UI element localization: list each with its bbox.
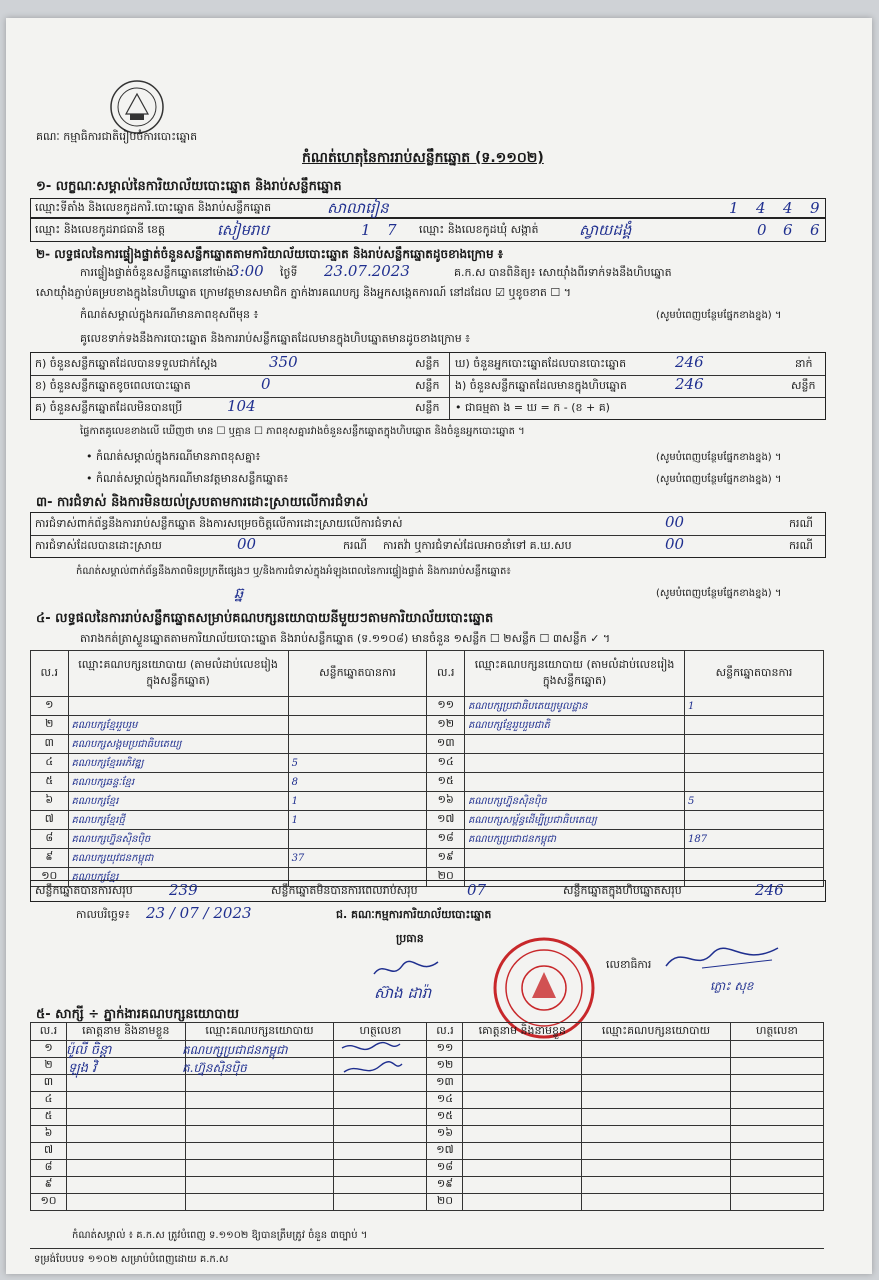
vote-count	[288, 697, 427, 716]
s2-note-label: កំណត់សម្គាល់ក្នុងករណីមានភាពខុសពីមុន ៖	[80, 308, 259, 321]
totals-row	[30, 880, 826, 902]
witness-party	[582, 1126, 731, 1143]
party-name	[465, 849, 685, 868]
row-no: ៦	[31, 792, 69, 811]
witness-party	[582, 1177, 731, 1194]
witness-sign	[334, 1092, 427, 1109]
col-votes: សន្លឹកឆ្នោតបានការ	[685, 651, 824, 697]
witness-name	[67, 1194, 186, 1211]
row-no: ១៣	[427, 1075, 463, 1092]
s2-date: 23.07.2023	[324, 262, 410, 280]
witness-sign	[334, 1177, 427, 1194]
table-row	[31, 1126, 824, 1143]
witness-sign	[730, 1092, 823, 1109]
formula: • ជាធម្មតា ង = ឃ = ក - (ខ + គ)	[455, 401, 610, 414]
digit: 0	[757, 221, 767, 239]
witness-name	[67, 1109, 186, 1126]
row-no: ១	[31, 697, 69, 716]
party-name	[465, 754, 685, 773]
case-unit: ករណី	[789, 517, 813, 530]
witness-name	[67, 1177, 186, 1194]
row-no: ១២	[427, 716, 465, 735]
row-no: ១៧	[427, 1143, 463, 1160]
form-title: កំណត់ហេតុនៃការរាប់សន្លឹកឆ្នោត (ទ.១១០២)	[302, 150, 544, 166]
digit: 1	[729, 199, 739, 217]
witness-party	[582, 1058, 731, 1075]
party-name	[465, 773, 685, 792]
witness-sign	[334, 1143, 427, 1160]
s3-r1-value: 00	[665, 513, 685, 531]
row-no: ១០	[31, 1194, 67, 1211]
s3-r3-label: ការតវ៉ា ឬការជំទាស់ដែលអាចនាំទៅ គ.ឃ.សប	[383, 539, 572, 552]
s2-bullet1: • កំណត់សម្គាល់ក្នុងករណីមានភាពខុសគ្នា៖	[86, 450, 261, 463]
s1-row1-value: សាលារៀន	[327, 199, 389, 217]
row-no: ៨	[31, 830, 69, 849]
witness-party	[185, 1109, 334, 1126]
row-no: ១៤	[427, 754, 465, 773]
party-name: គណបក្សឆន្ទៈខ្មែរ	[68, 773, 288, 792]
col-no: ល.រ	[427, 651, 465, 697]
party-name: គណបក្សហ្វ៊ុនស៊ិនប៉ិច	[68, 830, 288, 849]
vote-count	[685, 811, 824, 830]
digit: 4	[783, 199, 793, 217]
committee-label: ជ. គណៈកម្មការការិយាល័យបោះឆ្នោត	[336, 908, 492, 921]
witness-name	[67, 1143, 186, 1160]
case-unit: ករណី	[343, 539, 367, 552]
col-party: ឈ្មោះគណបក្សនយោបាយ	[582, 1023, 731, 1041]
vote-count	[685, 754, 824, 773]
s3-note-line: កំណត់សម្គាល់ពាក់ព័ន្ធនឹងភាពមិនប្រក្រតីផ្សេងៗ ឬ/និងការជំទាស់ក្នុងអំឡុងពេលនៃការផ្ទៀងផ្ទាត់ និងការរាប់សន្លឹកឆ្នោត៖	[76, 566, 511, 577]
row-no: ១១	[427, 697, 465, 716]
row-no: ១៩	[427, 849, 465, 868]
col-sign: ហត្ថលេខា	[730, 1023, 823, 1041]
s2-line1b: គ.ក.ស បានពិនិត្យ៖ សោយ៉ាំងពីរទាក់ទងនឹងហិបឆ្នោត	[454, 266, 672, 279]
digit: 1	[361, 221, 371, 239]
s4-intro: តារាងកត់ត្រាស្ទួនឆ្នោតតាមការិយាល័យបោះឆ្នោត និងរាប់សន្លឹកឆ្នោត (ទ.១១០៨) មានចំនួន ១សន្លឹក ☐ ២សន្លឹក ☐ ៣សន្លឹក ✓ ។	[80, 632, 611, 645]
vote-count	[685, 716, 824, 735]
table-row	[31, 1058, 824, 1075]
count-e-label: ង) ចំនួនសន្លឹកឆ្នោតដែលមានក្នុងហិបឆ្នោត	[455, 379, 627, 392]
count-d-label: ឃ) ចំនួនអ្នកបោះឆ្នោតដែលបានបោះឆ្នោត	[455, 357, 627, 370]
witness1-party: គណបក្សប្រជាជនកម្ពុជា	[182, 1043, 288, 1057]
party-name: គណបក្សប្រជាជនកម្ពុជា	[465, 830, 685, 849]
vote-count	[288, 830, 427, 849]
row-no: ៩	[31, 849, 69, 868]
footnote: កំណត់សម្គាល់ ៖ គ.ក.ស ត្រូវបំពេញ ទ.១១០២ ឱ្យបានត្រឹមត្រូវ ចំនួន ៣ច្បាប់ ។	[72, 1230, 368, 1241]
table-row	[31, 811, 824, 830]
vote-count	[685, 735, 824, 754]
party-name: គណបក្សយុវជនកម្ពុជា	[68, 849, 288, 868]
row-no: ១	[31, 1041, 67, 1058]
vote-count	[685, 849, 824, 868]
table-row	[31, 697, 824, 716]
nec-emblem-icon	[108, 78, 166, 136]
s3-box	[30, 512, 826, 558]
witness-sign	[730, 1177, 823, 1194]
s3-title: ៣- ការជំទាស់ និងការមិនយល់ស្របតាមការដោះស្រាយលើការជំទាស់	[36, 495, 368, 510]
count-c-value: 104	[227, 397, 256, 415]
s1-row2-value: សៀមរាប	[217, 221, 270, 239]
count-d-value: 246	[675, 353, 704, 371]
s1-commune-value: ស្វាយដង្គំ	[579, 221, 632, 239]
witness-sign	[730, 1143, 823, 1160]
vote-count: 1	[288, 792, 427, 811]
s2-day-label: ថ្ងៃទី	[280, 266, 298, 279]
row-no: ១០	[31, 868, 69, 887]
s4-title: ៤- លទ្ធផលនៃការរាប់សន្លឹកឆ្នោតសម្រាប់គណបក្សនយោបាយនីមួយៗតាមការិយាល័យបោះឆ្នោត	[36, 611, 494, 626]
row-no: ១៥	[427, 1109, 463, 1126]
col-no: ល.រ	[427, 1023, 463, 1041]
witness-name	[463, 1075, 582, 1092]
witness-sign	[730, 1160, 823, 1177]
org-line: គណៈ កម្មាធិការជាតិរៀបចំការបោះឆ្នោត	[36, 130, 198, 143]
case-unit: ករណី	[789, 539, 813, 552]
table-row	[31, 735, 824, 754]
fill-note: (សូមបំពេញបន្ថែមផ្នែកខាងខ្នង) ។	[656, 452, 782, 463]
row-no: ១៦	[427, 792, 465, 811]
table-row	[31, 716, 824, 735]
witness2-party: គ.ហ្វ៊ុនស៊ិនប៉ិច	[182, 1061, 247, 1075]
s2-line2: សោយ៉ាំងភ្ជាប់គម្របខាងក្នុងនៃហិបឆ្នោត ក្រោមវត្តមានសមាជិក ភ្នាក់ងារគណបក្ស និងអ្នកសង្កេតការណ៍ នៅដដែល ☑ ឬខូចខាត ☐ ។	[36, 286, 572, 299]
row-no: ៤	[31, 1092, 67, 1109]
fill-note: (សូមបំពេញបន្ថែមផ្នែកខាងខ្នង) ។	[656, 588, 782, 599]
witness-sign	[730, 1126, 823, 1143]
chair-label: ប្រធាន	[396, 932, 424, 945]
unit: សន្លឹក	[415, 357, 440, 370]
s1-row2-label: ឈ្មោះ និងលេខកូដរាជធានី ខេត្ត	[35, 223, 165, 236]
row-no: ៣	[31, 735, 69, 754]
witness-signatures	[340, 1038, 404, 1086]
s1-commune-label: ឈ្មោះ និងលេខកូដឃុំ សង្កាត់	[419, 223, 539, 236]
col-name: គោត្តនាម និងនាមខ្លួន	[67, 1023, 186, 1041]
row-no: ៥	[31, 773, 69, 792]
form-sheet	[6, 18, 872, 1274]
chair-name: ស៊ាង ដារ៉ា	[374, 984, 432, 1002]
row-no: ៨	[31, 1160, 67, 1177]
row-no: ១៥	[427, 773, 465, 792]
vote-count: 5	[685, 792, 824, 811]
witness-name	[463, 1041, 582, 1058]
col-no: ល.រ	[31, 1023, 67, 1041]
table-row	[31, 773, 824, 792]
unit: សន្លឹក	[415, 379, 440, 392]
row-no: ២	[31, 716, 69, 735]
count-b-value: 0	[261, 375, 271, 393]
count-b-label: ខ) ចំនួនសន្លឹកឆ្នោតខូចពេលបោះឆ្នោត	[35, 379, 191, 392]
digit: 6	[783, 221, 793, 239]
witness-party	[582, 1194, 731, 1211]
s2-time: 3:00	[230, 262, 264, 280]
chair-signature	[372, 956, 442, 986]
vote-table	[30, 650, 824, 887]
s3-mark: ឆ្ន	[234, 584, 244, 602]
unit: សន្លឹក	[791, 379, 816, 392]
party-name: គណបក្សហ្វ៊ុនស៊ិនប៉ិច	[465, 792, 685, 811]
party-name: គណបក្សខ្មែររួបរួម	[68, 716, 288, 735]
col-sign: ហត្ថលេខា	[334, 1023, 427, 1041]
total-invalid: 07	[467, 881, 487, 899]
witness-table	[30, 1022, 824, 1211]
witness1-name: ប៉ូលី ចិន្តា	[66, 1043, 112, 1058]
row-no: ៥	[31, 1109, 67, 1126]
party-name: គណបក្សខ្មែររួបរួមជាតិ	[465, 716, 685, 735]
party-name: គណបក្សសង្គមប្រជាធិបតេយ្យ	[68, 735, 288, 754]
witness-party	[582, 1109, 731, 1126]
secretary-label: លេខាធិការ	[606, 958, 652, 971]
vote-count: 1	[288, 811, 427, 830]
s2-intro: គូលេខទាក់ទងនឹងការបោះឆ្នោត និងការរាប់សន្លឹកឆ្នោតដែលមានក្នុងហិបឆ្នោតមានដូចខាងក្រោម ៖	[80, 332, 471, 345]
witness-party	[582, 1075, 731, 1092]
row-no: ១៨	[427, 830, 465, 849]
row-no: ៩	[31, 1177, 67, 1194]
s1-title: ១- លក្ខណៈសម្គាល់នៃការិយាល័យបោះឆ្នោត និងរាប់សន្លឹកឆ្នោត	[36, 179, 342, 194]
s1-row2	[30, 218, 826, 242]
vote-count: 8	[288, 773, 427, 792]
unit: នាក់	[795, 357, 813, 370]
witness-name	[67, 1126, 186, 1143]
s5-title: ៥- សាក្សី ÷ ភ្នាក់ងារគណបក្សនយោបាយ	[36, 1007, 239, 1022]
vote-count	[288, 735, 427, 754]
witness-party	[185, 1092, 334, 1109]
witness-sign	[730, 1075, 823, 1092]
col-name: គោត្តនាម និងនាមខ្លួន	[463, 1023, 582, 1041]
row-no: ១៩	[427, 1177, 463, 1194]
total-box: 246	[755, 881, 784, 899]
col-votes: សន្លឹកឆ្នោតបានការ	[288, 651, 427, 697]
party-name: គណបក្សខ្មែរ	[68, 792, 288, 811]
party-name: គណបក្សខ្មែរ	[68, 868, 288, 887]
col-no: ល.រ	[31, 651, 69, 697]
witness-party	[185, 1177, 334, 1194]
witness-sign	[730, 1058, 823, 1075]
s3-r2-label: ការជំទាស់ដែលបានដោះស្រាយ	[35, 539, 162, 552]
total-box-label: សន្លឹកឆ្នោតក្នុងហិបឆ្នោតសរុប	[563, 884, 682, 897]
row-no: ២០	[427, 868, 465, 887]
vote-count: 37	[288, 849, 427, 868]
row-no: ១៦	[427, 1126, 463, 1143]
s3-r2-value: 00	[237, 535, 257, 553]
table-row	[31, 792, 824, 811]
digit: 4	[756, 199, 766, 217]
witness-party	[582, 1041, 731, 1058]
s2-bullet2: • កំណត់សម្គាល់ក្នុងករណីមានវត្តមានសន្លឹកឆ្នោត៖	[86, 472, 289, 485]
party-name: គណបក្សខ្មែរថ្មី	[68, 811, 288, 830]
vote-count	[288, 716, 427, 735]
count-a-value: 350	[269, 353, 298, 371]
s2-line1: ការផ្ទៀងផ្ទាត់ចំនួនសន្លឹកឆ្នោតនៅម៉ោង	[80, 266, 234, 279]
witness-name	[463, 1109, 582, 1126]
row-no: ២០	[427, 1194, 463, 1211]
s3-r1-label: ការជំទាស់ពាក់ព័ន្ធនឹងការរាប់សន្លឹកឆ្នោត និងការសម្រេចចិត្តលើការដោះស្រាយលើការជំទាស់	[35, 517, 403, 530]
row-no: ២	[31, 1058, 67, 1075]
witness-party	[582, 1143, 731, 1160]
s2-counts-box	[30, 352, 826, 420]
witness-name	[463, 1143, 582, 1160]
witness-name	[463, 1194, 582, 1211]
vote-count: 1	[685, 697, 824, 716]
table-row	[31, 1092, 824, 1109]
col-party: ឈ្មោះគណបក្សនយោបាយ (តាមលំដាប់លេខរៀងក្នុងសន្លឹកឆ្នោត)	[68, 651, 288, 697]
witness-party	[185, 1126, 334, 1143]
secretary-signature	[662, 938, 782, 982]
s1-row1	[30, 198, 826, 218]
witness-party	[582, 1092, 731, 1109]
witness-party	[185, 1143, 334, 1160]
witness-party	[185, 1160, 334, 1177]
col-party: ឈ្មោះគណបក្សនយោបាយ	[185, 1023, 334, 1041]
witness-name	[463, 1058, 582, 1075]
witness-name	[463, 1092, 582, 1109]
count-e-value: 246	[675, 375, 704, 393]
fill-note: (សូមបំពេញបន្ថែមផ្នែកខាងខ្នង) ។	[656, 474, 782, 485]
witness-name	[463, 1177, 582, 1194]
party-name	[68, 697, 288, 716]
witness-name	[67, 1092, 186, 1109]
witness-party	[582, 1160, 731, 1177]
s2-check-line: ផ្ទៃកាតគូលេខខាងលើ ឃើញថា មាន ☐ ឬគ្មាន ☐ ភាពខុសគ្នារវាងចំនួនសន្លឹកឆ្នោតក្នុងហិបឆ្នោត និងចំនួនអ្នកបោះឆ្នោត ។	[80, 426, 525, 437]
digit: 9	[810, 199, 820, 217]
secretary-name: ភ្លោះ សុខ	[710, 979, 754, 993]
witness2-name: ឡុង វិ	[68, 1061, 97, 1076]
total-valid-label: សន្លឹកឆ្នោតបានការសរុប	[35, 884, 133, 897]
witness-name	[463, 1126, 582, 1143]
witness-name	[67, 1160, 186, 1177]
row-no: ៧	[31, 1143, 67, 1160]
count-a-label: ក) ចំនួនសន្លឹកឆ្នោតដែលបានទទួលជាក់ស្តែង	[35, 357, 218, 370]
witness-sign	[730, 1041, 823, 1058]
digit: 6	[810, 221, 820, 239]
row-no: ៦	[31, 1126, 67, 1143]
table-row	[31, 1194, 824, 1211]
party-name: គណបក្សខ្មែរអភិវឌ្ឍ	[68, 754, 288, 773]
date-label: កាលបរិច្ឆេទ៖	[76, 908, 130, 921]
row-no: ៣	[31, 1075, 67, 1092]
table-row	[31, 849, 824, 868]
witness-sign	[334, 1109, 427, 1126]
party-name	[465, 735, 685, 754]
witness-sign	[334, 1194, 427, 1211]
row-no: ១៤	[427, 1092, 463, 1109]
vote-count: 187	[685, 830, 824, 849]
vote-count: 5	[288, 754, 427, 773]
row-no: ១២	[427, 1058, 463, 1075]
col-party: ឈ្មោះគណបក្សនយោបាយ (តាមលំដាប់លេខរៀងក្នុងសន្លឹកឆ្នោត)	[465, 651, 685, 697]
total-valid: 239	[169, 881, 198, 899]
table-row	[31, 1109, 824, 1126]
party-name: គណបក្សប្រជាធិបតេយ្យមូលដ្ឋាន	[465, 697, 685, 716]
s2-title: ២- លទ្ធផលនៃការផ្ទៀងផ្ទាត់ចំនួនសន្លឹកឆ្នោតតាមការិយាល័យបោះឆ្នោត និងរាប់សន្លឹកឆ្នោតដូចខាងក្រោម ៖	[36, 247, 504, 261]
witness-sign	[730, 1109, 823, 1126]
row-no: ៤	[31, 754, 69, 773]
table-row	[31, 754, 824, 773]
s3-r3-value: 00	[665, 535, 685, 553]
table-row	[31, 1160, 824, 1177]
witness-sign	[334, 1126, 427, 1143]
table-row	[31, 1041, 824, 1058]
row-no: ១៨	[427, 1160, 463, 1177]
footer-text: ទម្រង់បែបបទ ១១០២ សម្រាប់បំពេញដោយ គ.ក.ស	[34, 1254, 229, 1265]
unit: សន្លឹក	[415, 401, 440, 414]
party-name: គណបក្សសម្ព័ន្ធដើម្បីប្រជាធិបតេយ្យ	[465, 811, 685, 830]
table-row	[31, 1075, 824, 1092]
witness-sign	[334, 1160, 427, 1177]
row-no: ១៣	[427, 735, 465, 754]
total-invalid-label: សន្លឹកឆ្នោតមិនបានការពេលរាប់សរុប	[271, 884, 418, 897]
vote-count	[685, 773, 824, 792]
witness-party	[185, 1194, 334, 1211]
footer-rule	[30, 1248, 824, 1249]
witness-name	[463, 1160, 582, 1177]
date-value: 23 / 07 / 2023	[146, 904, 252, 922]
fill-note: (សូមបំពេញបន្ថែមផ្នែកខាងខ្នង) ។	[656, 310, 782, 321]
table-row	[31, 1143, 824, 1160]
table-row	[31, 830, 824, 849]
digit: 7	[387, 221, 397, 239]
row-no: ១១	[427, 1041, 463, 1058]
count-c-label: គ) ចំនួនសន្លឹកឆ្នោតដែលមិនបានប្រើ	[35, 401, 183, 414]
table-row	[31, 1177, 824, 1194]
row-no: ១៧	[427, 811, 465, 830]
row-no: ៧	[31, 811, 69, 830]
witness-sign	[730, 1194, 823, 1211]
s1-row1-label: ឈ្មោះទីតាំង និងលេខកូដការិ.បោះឆ្នោត និងរាប់សន្លឹកឆ្នោត	[35, 201, 272, 214]
